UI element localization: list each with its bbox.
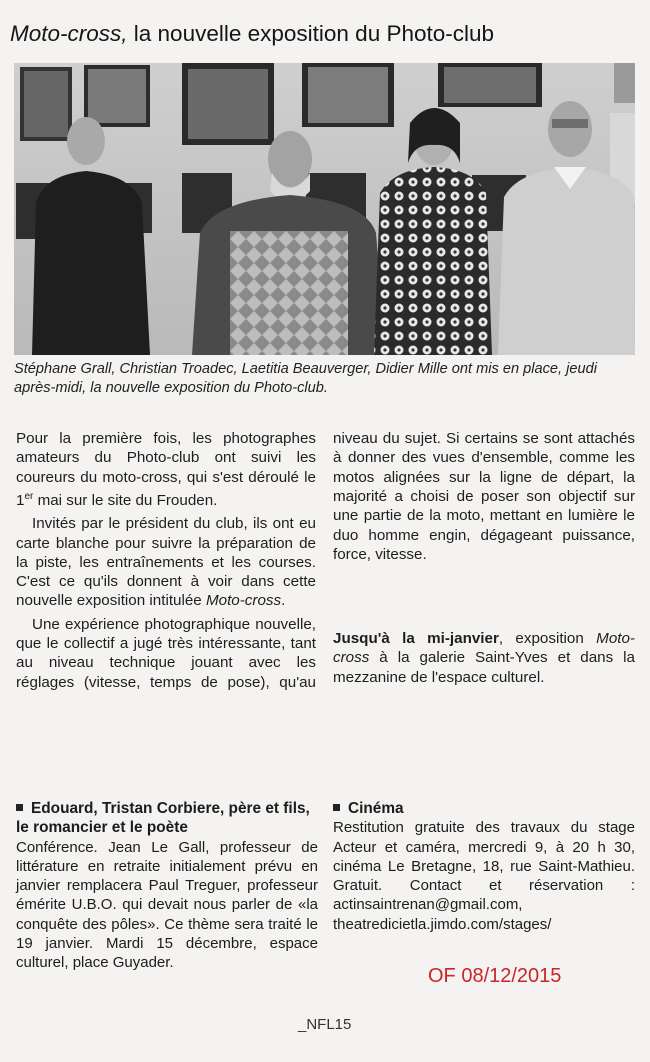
group-photo-icon [14, 63, 635, 355]
bullet-icon [333, 804, 340, 811]
paragraph-4-text: , exposition [498, 630, 597, 647]
headline-italic: Moto-cross, [10, 21, 128, 46]
photo-caption: Stéphane Grall, Christian Troadec, Laetitia Beauverger, Didier Mille ont mis en place, jeudi après-midi, la nouvelle exposition du Photo-club. [14, 361, 597, 396]
article-paragraph-3-continuation: niveau du sujet. Si certains se sont attachés à donner des vues d'ensemble, comme les motos alignées sur la ligne de départ, la majorité a choisi de poser son objectif sur une partie de la moto, mettant en lumière le duo homme engin, dégageant puissance, force, vitesse. [333, 430, 635, 563]
brief-cinema [333, 799, 635, 934]
article-photo [14, 63, 635, 355]
headline-rest: la nouvelle exposition du Photo-club [127, 21, 495, 46]
paragraph-3-continuation-wrap [333, 429, 635, 622]
page-footer: _NFL15 [298, 1016, 352, 1033]
ordinal-superscript: er [24, 490, 34, 502]
paragraph-1-end: mai sur le site du Frouden. [33, 491, 218, 509]
brief-conference-body: Conférence. Jean Le Gall, professeur de littérature en retraite initialement prévu en janvier remplacera Paul Treguer, professeur émérite U.B.O. qui devait nous parler de «la conquête des pôles». Ce thème sera traité le 19 janvier. Mardi 15 décembre, espace culturel, place Guyader. [16, 838, 318, 972]
article-column-right [333, 429, 635, 687]
exhibition-title-2: Moto-cross [333, 630, 635, 667]
brief-conference-title-text: Edouard, Tristan Corbiere, père et fils, le romancier et le poète [16, 800, 310, 837]
paragraph-4-end: à la galerie Saint-Yves et dans la mezzanine de l'espace culturel. [333, 649, 635, 686]
brief-cinema-title [333, 799, 635, 818]
paragraph-2-text: Invités par le président du club, ils ont eu carte blanche pour suivre la préparation de la piste, les entraînements et les courses. C'est ce qu'ils donnent à voir dans cette nouvelle exposition intitulée [16, 515, 316, 610]
article-headline [10, 20, 640, 48]
exhibition-title: Moto-cross [205, 592, 282, 610]
article-paragraph-3-start: Une expérience photographique nouvelle, que le collectif a jugé très intéressante, tant au niveau technique jouant avec les réglages (vitesse, temps de pose), qu'au [16, 615, 316, 691]
paragraph-2-end: . [281, 592, 286, 610]
source-date-stamp: OF 08/12/2015 [428, 965, 562, 987]
brief-conference [16, 799, 318, 973]
bullet-icon [16, 804, 23, 811]
brief-cinema-title-text: Cinéma [348, 800, 404, 817]
date-lead: Jusqu'à la mi-janvier [333, 630, 499, 647]
article-column-left [16, 429, 316, 692]
brief-conference-title [16, 799, 318, 838]
paragraph-1-text: Pour la première fois, les photographes amateurs du Photo-club ont suivi les coureurs du moto-cross, qui s'est déroulé le 1 [16, 430, 316, 509]
article-paragraph-1 [16, 429, 316, 510]
brief-cinema-body: Restitution gratuite des travaux du stage Acteur et caméra, mercredi 9, à 20 h 30, cinéma Le Bretagne, 18, rue Saint-Mathieu. Gratuit. Contact et réservation : actinsaintrenan@gmail.com, theatredicietla.jimdo.com/stages/ [333, 819, 635, 933]
article-paragraph-2 [16, 514, 316, 610]
article-paragraph-4 [333, 629, 635, 687]
